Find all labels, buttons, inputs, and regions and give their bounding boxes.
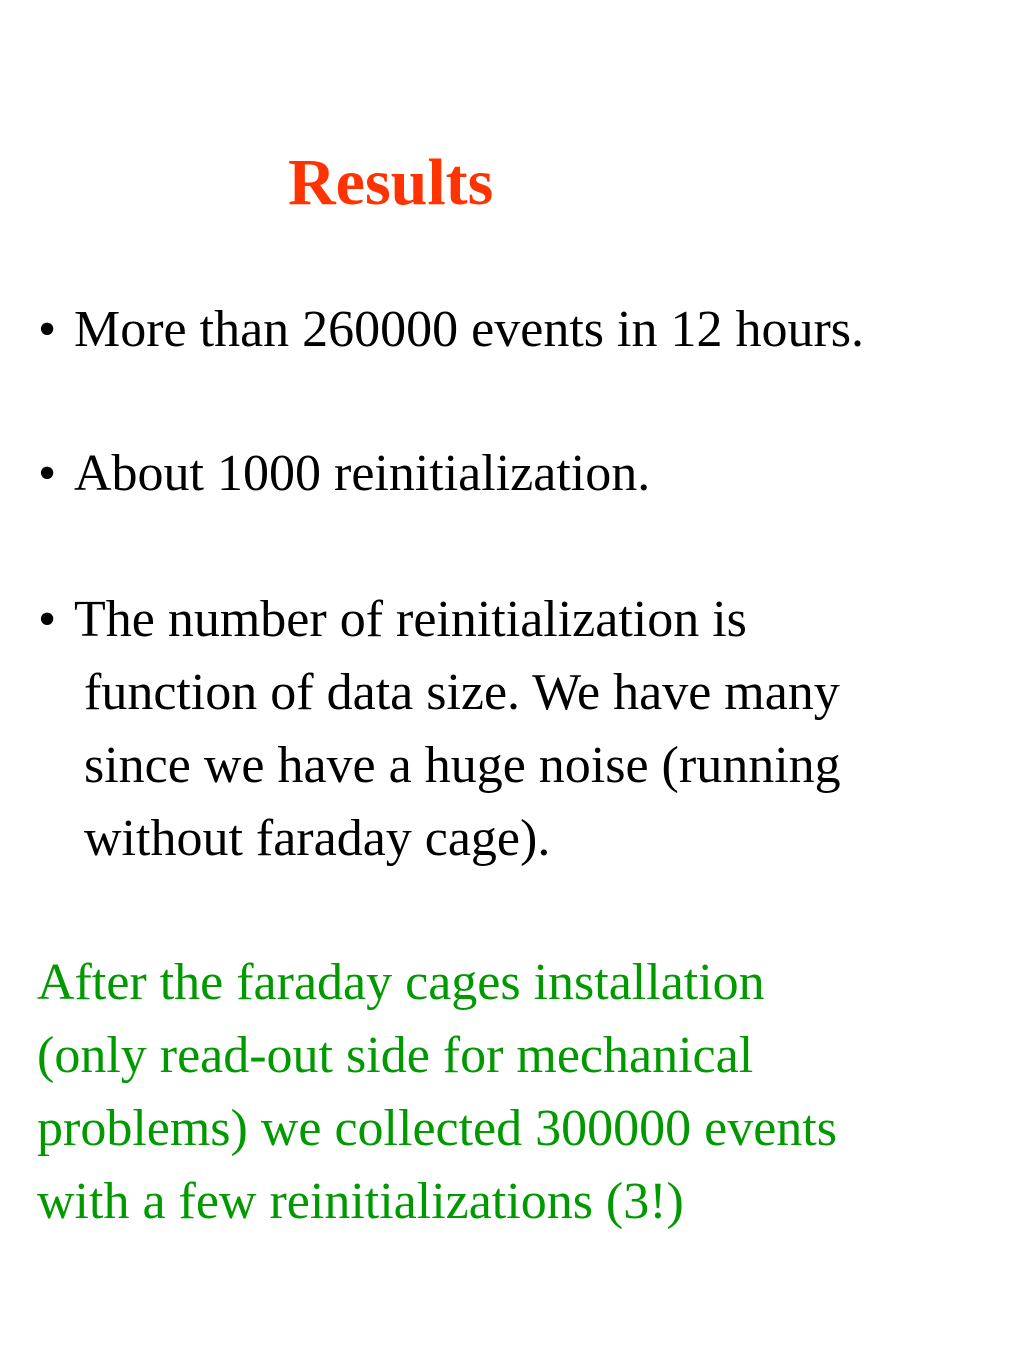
bullet-text: The number of reinitialization is — [74, 591, 747, 648]
note-line: After the faraday cages installation — [37, 954, 765, 1011]
bullet-dot: • — [38, 301, 57, 358]
bullet-dot: • — [38, 445, 57, 502]
bullet-item — [38, 591, 747, 648]
bullet-dot: • — [38, 591, 57, 648]
note-line: (only read-out side for mechanical — [37, 1027, 754, 1084]
bullet-continuation: function of data size. We have many — [84, 664, 840, 721]
bullet-text: More than 260000 events in 12 hours. — [74, 301, 865, 358]
bullet-text: About 1000 reinitialization. — [74, 445, 651, 502]
bullet-item — [38, 301, 865, 358]
bullet-continuation: since we have a huge noise (running — [84, 737, 841, 794]
bullet-continuation: without faraday cage). — [84, 810, 551, 867]
bullet-item — [38, 445, 651, 502]
note-line: problems) we collected 300000 events — [37, 1100, 837, 1157]
note-line: with a few reinitializations (3!) — [37, 1173, 684, 1230]
slide-title: Results — [288, 146, 494, 219]
